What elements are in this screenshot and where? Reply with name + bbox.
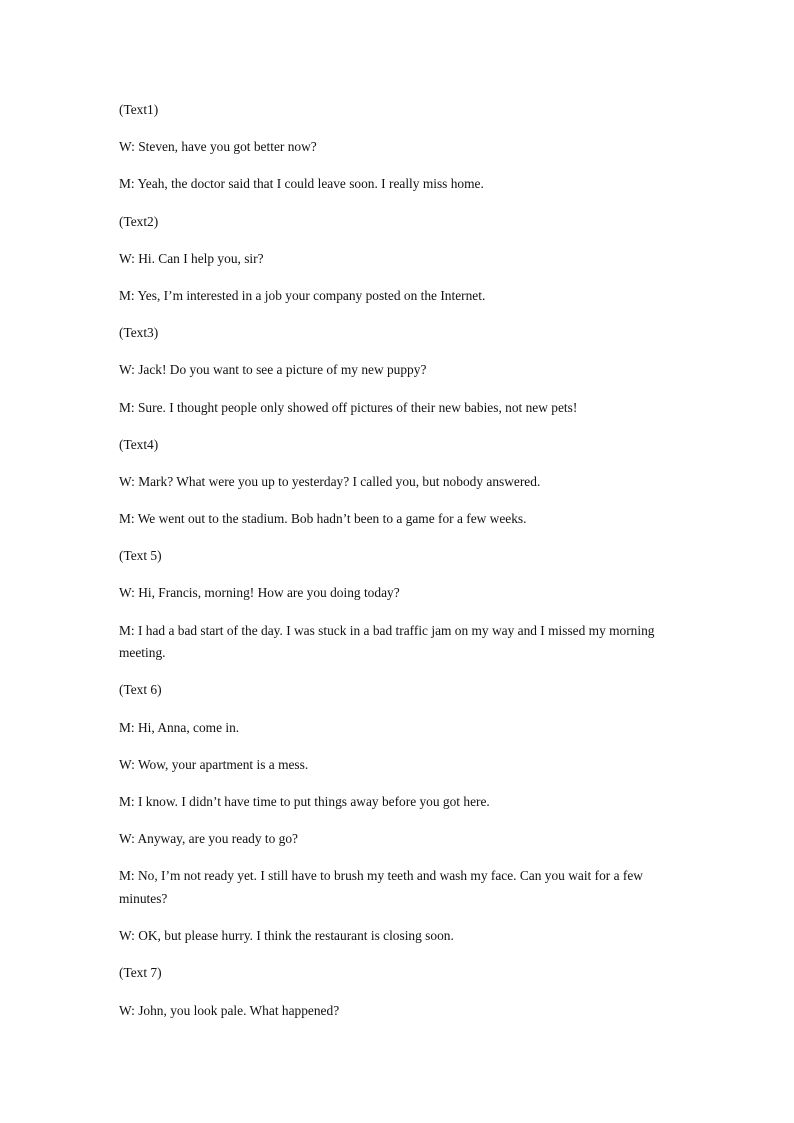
dialogue-line: W: Wow, your apartment is a mess. <box>119 756 309 772</box>
section-heading-text2: (Text2) <box>119 213 159 229</box>
section-heading-text5: (Text 5) <box>119 548 162 564</box>
dialogue-line: M: Sure. I thought people only showed off pictures of their new babies, not new pets! <box>119 399 578 415</box>
dialogue-line: M: I had a bad start of the day. I was stuck in a bad traffic jam on my way and I missed my morning meeting. <box>119 622 655 661</box>
dialogue-line: M: Yes, I’m interested in a job your company posted on the Internet. <box>119 287 486 303</box>
dialogue-line: M: I know. I didn’t have time to put things away before you got here. <box>119 793 490 809</box>
dialogue-line: W: OK, but please hurry. I think the restaurant is closing soon. <box>119 928 454 944</box>
dialogue-line: W: Hi, Francis, morning! How are you doing today? <box>119 585 400 601</box>
section-heading-text1: (Text1) <box>119 102 159 117</box>
section-heading-text4: (Text4) <box>119 436 159 452</box>
transcript-body <box>119 99 679 1037</box>
section-heading-text3: (Text3) <box>119 325 159 341</box>
dialogue-line: W: John, you look pale. What happened? <box>119 1002 340 1018</box>
dialogue-line: W: Steven, have you got better now? <box>119 139 317 155</box>
dialogue-line: W: Jack! Do you want to see a picture of my new puppy? <box>119 362 427 378</box>
dialogue-line: W: Hi. Can I help you, sir? <box>119 250 264 266</box>
dialogue-line: W: Mark? What were you up to yesterday? I called you, but nobody answered. <box>119 473 541 489</box>
dialogue-line: M: Yeah, the doctor said that I could leave soon. I really miss home. <box>119 176 484 192</box>
dialogue-line: M: We went out to the stadium. Bob hadn’t been to a game for a few weeks. <box>119 511 527 527</box>
section-heading-text6: (Text 6) <box>119 682 162 698</box>
dialogue-line: M: No, I’m not ready yet. I still have to brush my teeth and wash my face. Can you wait for a few minutes? <box>119 868 643 906</box>
dialogue-line: M: Hi, Anna, come in. <box>119 719 240 735</box>
section-heading-text7: (Text 7) <box>119 965 162 981</box>
dialogue-line: W: Anyway, are you ready to go? <box>119 831 298 847</box>
